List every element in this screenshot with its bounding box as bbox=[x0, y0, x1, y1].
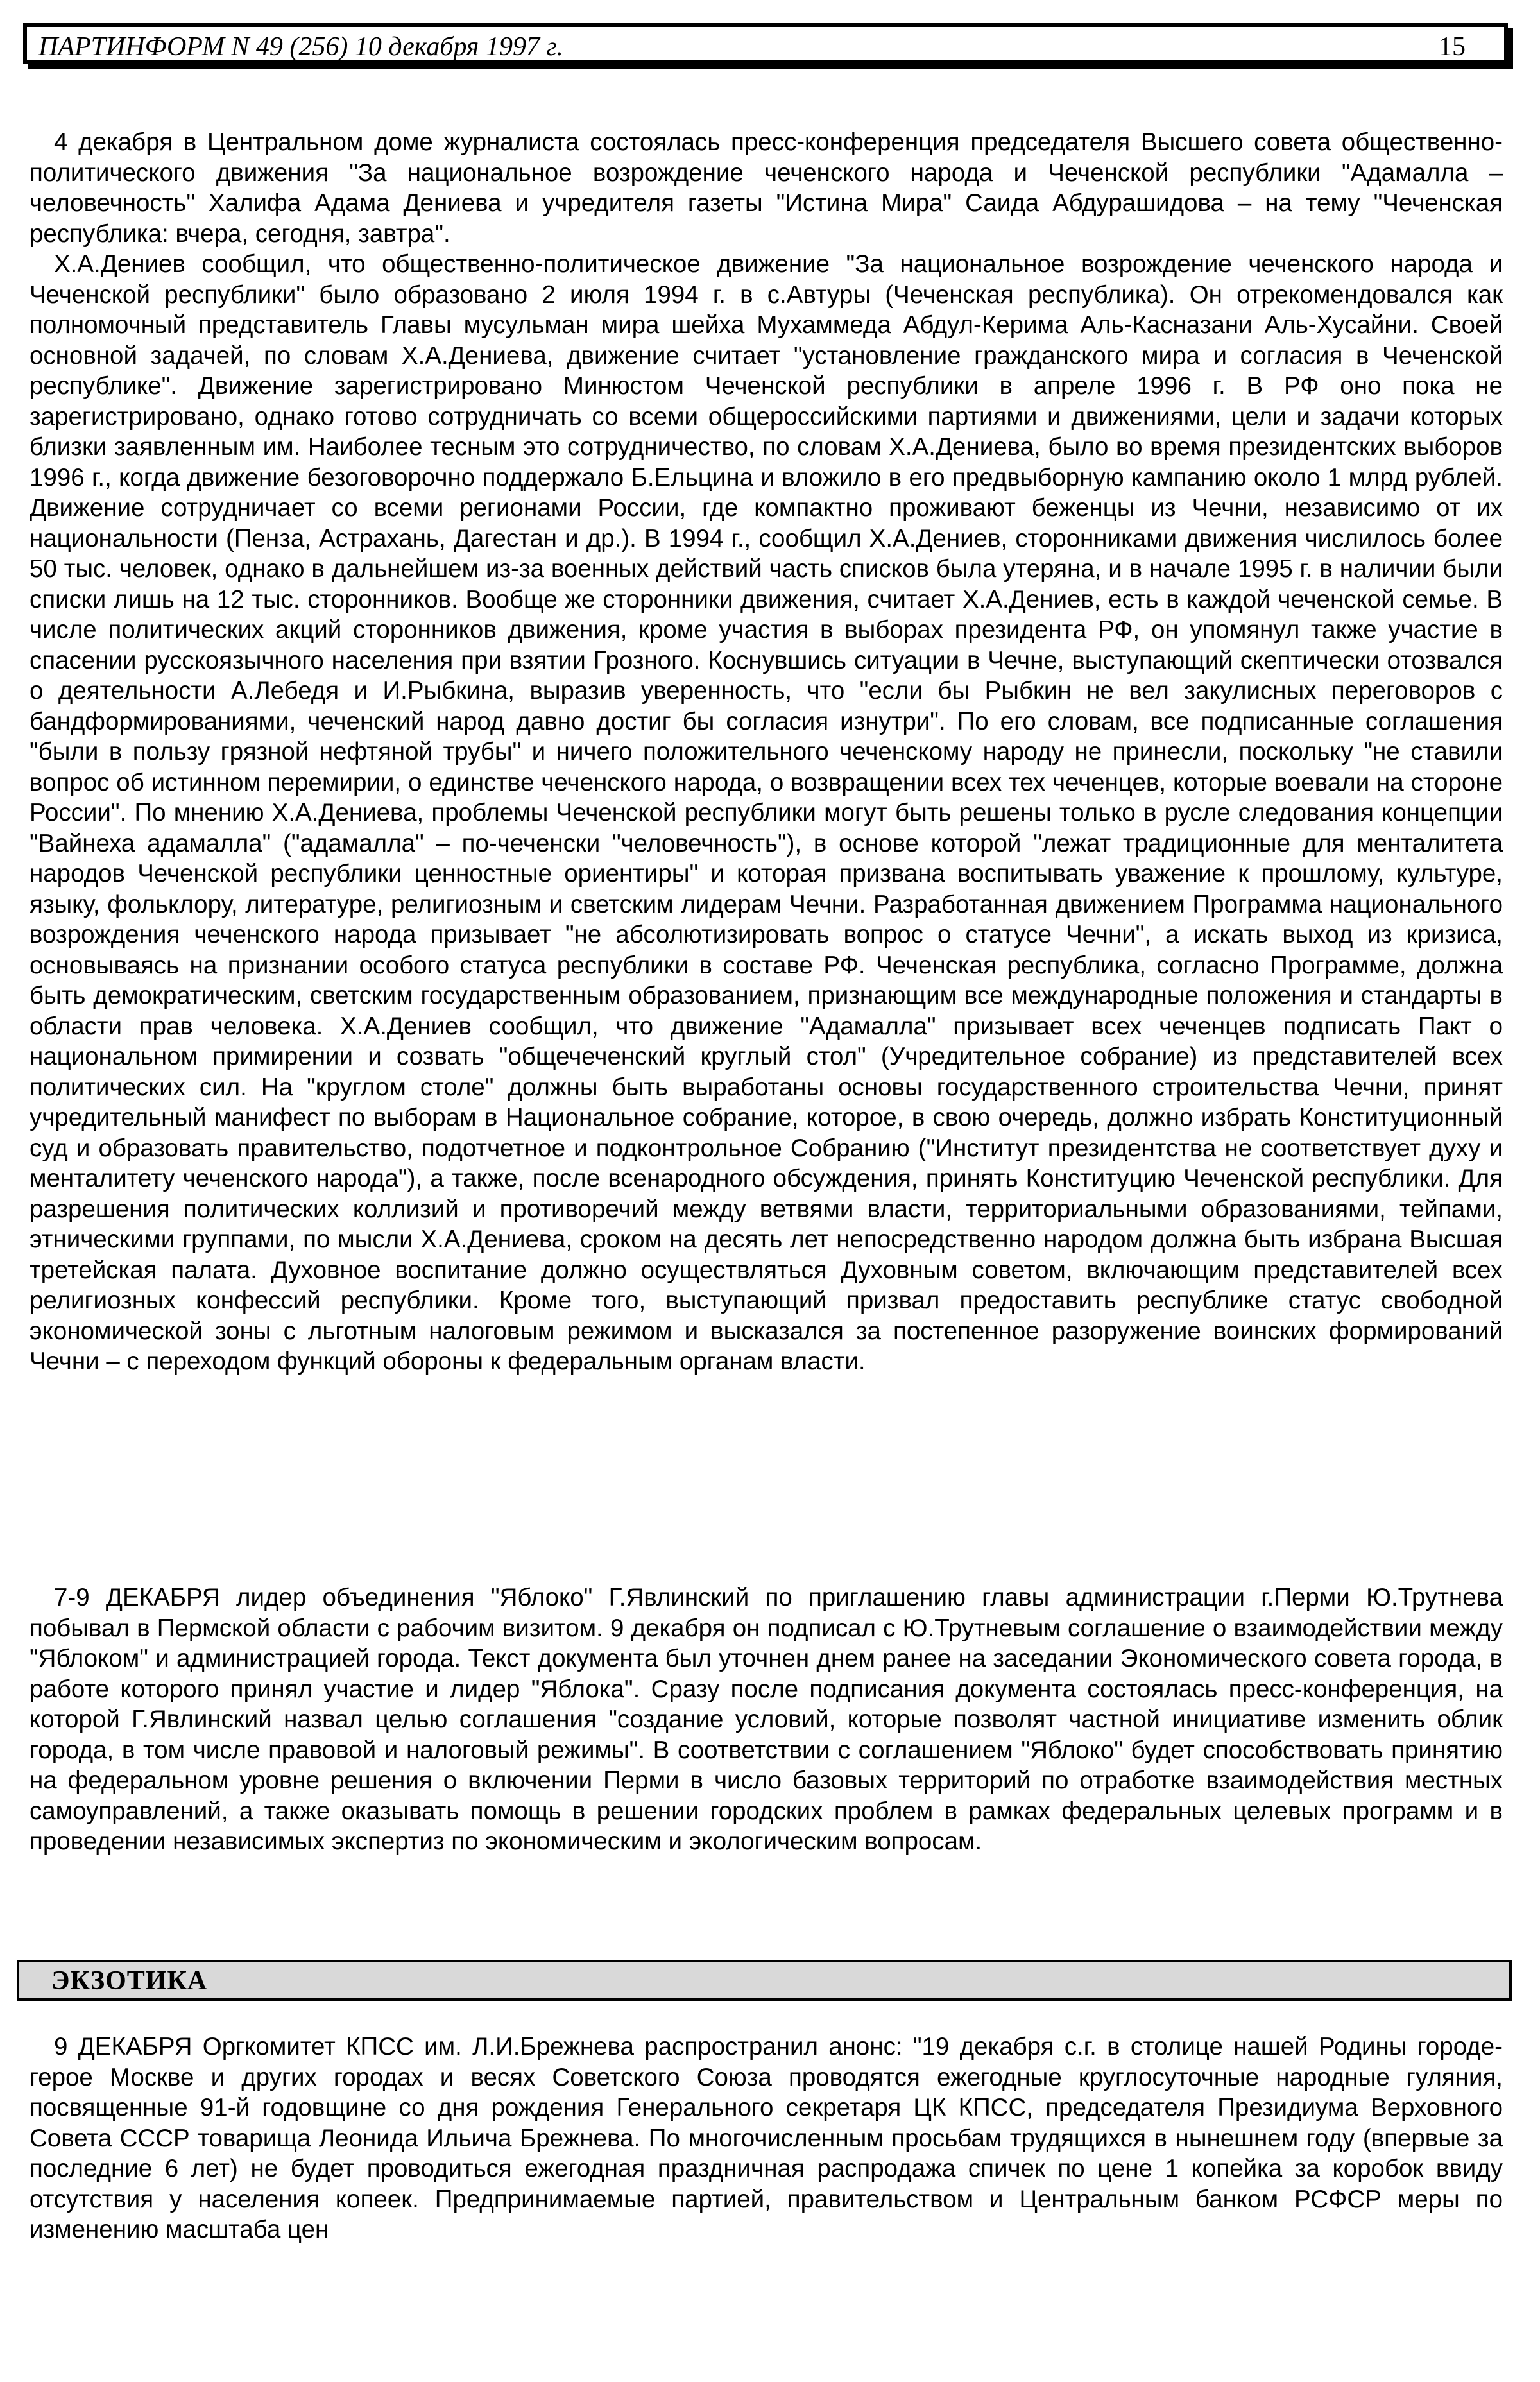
article-exotic bbox=[30, 2032, 1503, 2245]
page-number: 15 bbox=[1439, 32, 1466, 62]
section-title: ЭКЗОТИКА bbox=[51, 1966, 208, 1996]
article-yabloko-perm bbox=[30, 1582, 1503, 1857]
section-header bbox=[17, 1960, 1512, 2001]
page-header bbox=[23, 23, 1508, 64]
article-paragraph: 9 ДЕКАБРЯ Оргкомитет КПСС им. Л.И.Брежнева распространил анонс: "19 декабря с.г. в столице нашей Родины городе-герое Москве и других городах и весях Советского Союза проводятся ежегодные круглосуточные народные гуляния, посвященные 91-й годовщине со дня рождения Генерального секретаря ЦК КПСС, председателя Президиума Верховного Совета СССР товарища Леонида Ильича Брежнева. По многочисленным просьбам трудящихся в нынешнем году (впервые за последние 6 лет) не будет проводиться ежегодная праздничная распродажа спичек по цене 1 копейка за коробок ввиду отсутствия у населения копеек. Предпринимаемые партией, правительством и Центральным банком РСФСР меры по изменению масштаба цен bbox=[30, 2033, 1503, 2243]
article-paragraph: 4 декабря в Центральном доме журналиста состоялась пресс-конференция председателя Высшего совета общественно-политического движения "За национальное возрождение чеченского народа и Чеченской республики "Адамалла – человечность" Халифа Адама Дениева и учредителя газеты "Истина Мира" Саида Абдурашидова – на тему "Чеченская республика: вчера, сегодня, завтра". bbox=[30, 128, 1503, 248]
publication-title: ПАРТИНФОРМ N 49 (256) 10 декабря 1997 г. bbox=[38, 32, 563, 62]
article-paragraph: Х.А.Дениев сообщил, что общественно-политическое движение "За национальное возрождение чеченского народа и Чеченской республики" было образовано 2 июля 1994 г. в с.Автуры (Чеченская республика). Он отрекомендовался как полномочный представитель Главы мусульман мира шейха Мухаммеда Абдул-Керима Аль-Касназани Аль-Хусайни. Своей основной задачей, по словам Х.А.Дениева, движение считает "установление гражданского мира и согласия в Чеченской республике". Движение зарегистрировано Минюстом Чеченской республики в апреле 1996 г. В РФ оно пока не зарегистрировано, однако готово сотрудничать со всеми общероссийскими партиями и движениями, цели и задачи которых близки заявленным им. Наиболее тесным это сотрудничество, по словам Х.А.Дениева, было во время президентских выборов 1996 г., когда движение безоговорочно поддержало Б.Ельцина и вложило в его предвыборную кампанию около 1 млрд рублей. Движение сотрудничает со всеми регионами России, где компактно проживают беженцы из Чечни, независимо от их национальности (Пенза, Астрахань, Дагестан и др.). В 1994 г., сообщил Х.А.Дениев, сторонниками движения числилось более 50 тыс. человек, однако в дальнейшем из-за военных действий часть списков была утеряна, и в начале 1995 г. в наличии были списки лишь на 12 тыс. сторонников. Вообще же сторонники движения, считает Х.А.Дениев, есть в каждой чеченской семье. В числе политических акций сторонников движения, кроме участия в выборах президента РФ, он упомянул также участие в спасении русскоязычного населения при взятии Грозного. Коснувшись ситуации в Чечне, выступающий скептически отозвался о деятельности А.Лебедя и И.Рыбкина, выразив уверенность, что "если бы Рыбкин не вел закулисных переговоров с бандформированиями, чеченский народ давно достиг бы согласия изнутри". По его словам, все подписанные соглашения "были в пользу грязной нефтяной трубы" и ничего положительного чеченскому народу не принесли, поскольку "не ставили вопрос об истинном перемирии, о единстве чеченского народа, о возвращении всех тех чеченцев, которые воевали на стороне России". По мнению Х.А.Дениева, проблемы Чеченской республики могут быть решены только в русле следования концепции "Вайнеха адамалла" ("адамалла" – по-чеченски "человечность"), в основе которой "лежат традиционные для менталитета народов Чеченской республики ценностные ориентиры" и которая призвана воспитывать уважение к прошлому, культуре, языку, фольклору, литературе, религиозным и светским лидерам Чечни. Разработанная движением Программа национального возрождения чеченского народа призывает "не абсолютизировать вопрос о статусе Чечни", а искать выход из кризиса, основываясь на признании особого статуса республики в составе РФ. Чеченская республика, согласно Программе, должна быть демократическим, светским государственным образованием, признающим все международные положения и стандарты в области прав человека. Х.А.Дениев сообщил, что движение "Адамалла" призывает всех чеченцев подписать Пакт о национальном примирении и созвать "общечеченский круглый стол" (Учредительное собрание) из представителей всех политических сил. На "круглом столе" должны быть выработаны основы государственного строительства Чечни, принят учредительный манифест по выборам в Национальное собрание, которое, в свою очередь, должно избрать Конституционный суд и образовать правительство, подотчетное и подконтрольное Собранию ("Институт президентства не соответствует духу и менталитету чеченского народа"), а также, после всенародного обсуждения, принять Конституцию Чеченской республики. Для разрешения политических коллизий и противоречий между ветвями власти, территориальными образованиями, тейпами, этническими группами, по мысли Х.А.Дениева, сроком на десять лет непосредственно народом должна быть избрана Высшая третейская палата. Духовное воспитание должно осуществляться Духовным советом, включающим представителей всех религиозных конфессий республики. Кроме того, выступающий призвал предоставить республике статус свободной экономической зоны с льготным налоговым режимом и высказался за постепенное разоружение воинских формирований Чечни – с переходом функций обороны к федеральным органам власти. bbox=[30, 250, 1503, 1375]
article-paragraph: 7-9 ДЕКАБРЯ лидер объединения "Яблоко" Г.Явлинский по приглашению главы администрации г.Перми Ю.Трутнева побывал в Пермской области с рабочим визитом. 9 декабря он подписал с Ю.Трутневым соглашение о взаимодействии между "Яблоком" и администрацией города. Текст документа был уточнен днем ранее на заседании Экономического совета города, в работе которого принял участие и лидер "Яблока". Сразу после подписания документа состоялась пресс-конференция, на которой Г.Явлинский назвал целью соглашения "создание условий, которые позволят частной инициативе изменить облик города, в том числе правовой и налоговый режимы". В соответствии с соглашением "Яблоко" будет способствовать принятию на федеральном уровне решения о включении Перми в число базовых территорий по отработке взаимодействия местных самоуправлений, а также оказывать помощь в решении городских проблем в рамках федеральных целевых программ и в проведении независимых экспертиз по экономическим и экологическим вопросам. bbox=[30, 1584, 1503, 1855]
article-press-conference bbox=[30, 127, 1503, 1377]
